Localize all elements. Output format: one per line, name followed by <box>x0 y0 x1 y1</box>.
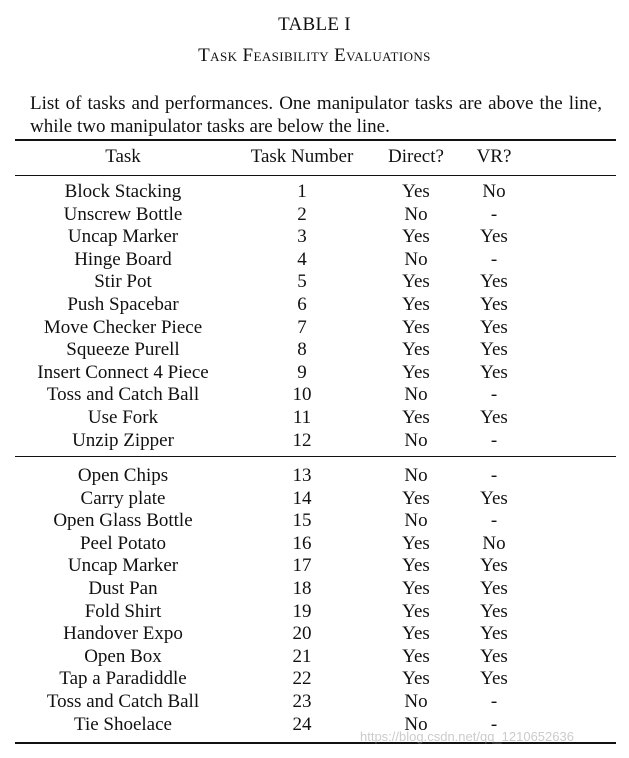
vr-cell: Yes <box>480 271 508 293</box>
direct-cell: Yes <box>402 578 430 599</box>
direct-cell: Yes <box>402 532 430 554</box>
header-task-number: Task Number <box>250 146 354 167</box>
direct-cell: Yes <box>402 623 430 645</box>
task-number-cell: 22 <box>292 668 312 690</box>
task-number-cell: 23 <box>292 691 312 712</box>
task-cell: Handover Expo <box>63 623 183 645</box>
task-number-cell: 21 <box>292 645 312 667</box>
header-direct: Direct? <box>388 146 444 167</box>
vr-cell: Yes <box>480 361 508 383</box>
vr-cell: - <box>490 429 498 451</box>
direct-cell: No <box>404 510 428 532</box>
vr-cell: Yes <box>480 645 508 667</box>
task-cell: Unzip Zipper <box>72 429 174 451</box>
task-cell: Stir Pot <box>94 271 152 293</box>
task-cell: Use Fork <box>87 407 159 428</box>
header-task: Task <box>105 146 141 167</box>
direct-cell: No <box>404 713 428 735</box>
task-number-cell: 19 <box>292 600 312 622</box>
vr-cell: Yes <box>480 316 508 338</box>
direct-cell: No <box>404 429 428 451</box>
direct-cell: Yes <box>402 487 430 509</box>
task-number-cell: 18 <box>292 578 312 599</box>
direct-cell: No <box>404 465 428 486</box>
watermark: https://blog.csdn.net/qq_1210652636 <box>360 729 574 744</box>
task-cell: Fold Shirt <box>84 600 162 622</box>
vr-cell: Yes <box>480 339 508 361</box>
direct-cell: Yes <box>402 361 430 383</box>
task-number-cell: 15 <box>292 510 312 532</box>
task-cell: Uncap Marker <box>67 555 179 577</box>
task-cell: Dust Pan <box>88 578 158 599</box>
task-number-cell: 12 <box>292 429 312 451</box>
task-cell: Open Box <box>84 645 162 667</box>
task-number-cell: 7 <box>297 316 307 338</box>
task-cell: Squeeze Purell <box>66 339 180 361</box>
task-cell: Open Glass Bottle <box>53 510 193 532</box>
direct-cell: Yes <box>402 668 430 690</box>
task-number-cell: 6 <box>297 294 307 315</box>
task-number-cell: 8 <box>297 339 307 361</box>
task-cell: Block Stacking <box>64 181 182 202</box>
task-cell: Toss and Catch Ball <box>46 384 200 406</box>
direct-cell: No <box>404 248 428 270</box>
task-cell: Carry plate <box>80 487 166 509</box>
task-cell: Tie Shoelace <box>74 713 172 735</box>
task-cell: Unscrew Bottle <box>63 203 183 225</box>
section-divider-rule <box>15 456 616 457</box>
table-caption: List of tasks and performances. One manipulator tasks are above the line, while two manipulator tasks are below the line. <box>30 93 602 137</box>
vr-cell: Yes <box>480 407 508 428</box>
vr-cell: Yes <box>480 600 508 622</box>
task-number-cell: 10 <box>292 384 312 406</box>
vr-cell: - <box>490 465 498 486</box>
vr-cell: - <box>490 384 498 406</box>
direct-cell: Yes <box>402 407 430 428</box>
vr-cell: - <box>490 713 498 735</box>
task-cell: Push Spacebar <box>67 294 179 315</box>
direct-cell: Yes <box>402 271 430 293</box>
direct-cell: Yes <box>402 316 430 338</box>
task-number-cell: 5 <box>297 271 307 293</box>
task-number-cell: 17 <box>292 555 312 577</box>
vr-cell: Yes <box>480 555 508 577</box>
direct-cell: No <box>404 691 428 712</box>
task-cell: Peel Potato <box>79 532 167 554</box>
task-cell: Move Checker Piece <box>43 316 203 338</box>
table-label: TABLE I <box>278 14 351 35</box>
task-cell: Uncap Marker <box>67 226 179 248</box>
direct-cell: Yes <box>402 226 430 248</box>
vr-cell: Yes <box>480 623 508 645</box>
vr-cell: Yes <box>480 668 508 690</box>
direct-cell: No <box>404 384 428 406</box>
task-cell: Toss and Catch Ball <box>46 691 200 712</box>
task-cell: Hinge Board <box>74 248 172 270</box>
task-number-cell: 4 <box>297 248 307 270</box>
header-rule <box>15 175 616 176</box>
task-number-cell: 2 <box>297 203 307 225</box>
task-number-cell: 13 <box>292 465 312 486</box>
direct-cell: Yes <box>402 339 430 361</box>
direct-cell: Yes <box>402 294 430 315</box>
direct-cell: Yes <box>402 555 430 577</box>
vr-cell: - <box>490 248 498 270</box>
task-number-cell: 24 <box>292 713 312 735</box>
header-vr: VR? <box>476 146 512 167</box>
direct-cell: No <box>404 203 428 225</box>
task-number-cell: 14 <box>292 487 312 509</box>
task-cell: Insert Connect 4 Piece <box>37 361 209 383</box>
task-number-cell: 3 <box>297 226 307 248</box>
vr-cell: No <box>482 532 506 554</box>
direct-cell: Yes <box>402 181 430 202</box>
vr-cell: - <box>490 691 498 712</box>
vr-cell: - <box>490 510 498 532</box>
vr-cell: Yes <box>480 294 508 315</box>
vr-cell: Yes <box>480 578 508 599</box>
task-cell: Tap a Paradiddle <box>59 668 187 690</box>
vr-cell: Yes <box>480 226 508 248</box>
task-number-cell: 20 <box>292 623 312 645</box>
vr-cell: Yes <box>480 487 508 509</box>
task-number-cell: 16 <box>292 532 312 554</box>
direct-cell: Yes <box>402 645 430 667</box>
vr-cell: No <box>482 181 506 202</box>
top-rule <box>15 139 616 141</box>
task-number-cell: 9 <box>297 361 307 383</box>
vr-cell: - <box>490 203 498 225</box>
task-number-cell: 1 <box>297 181 307 202</box>
task-cell: Open Chips <box>77 465 169 486</box>
task-number-cell: 11 <box>292 407 312 428</box>
direct-cell: Yes <box>402 600 430 622</box>
table-title: Task Feasibility Evaluations <box>198 45 431 66</box>
